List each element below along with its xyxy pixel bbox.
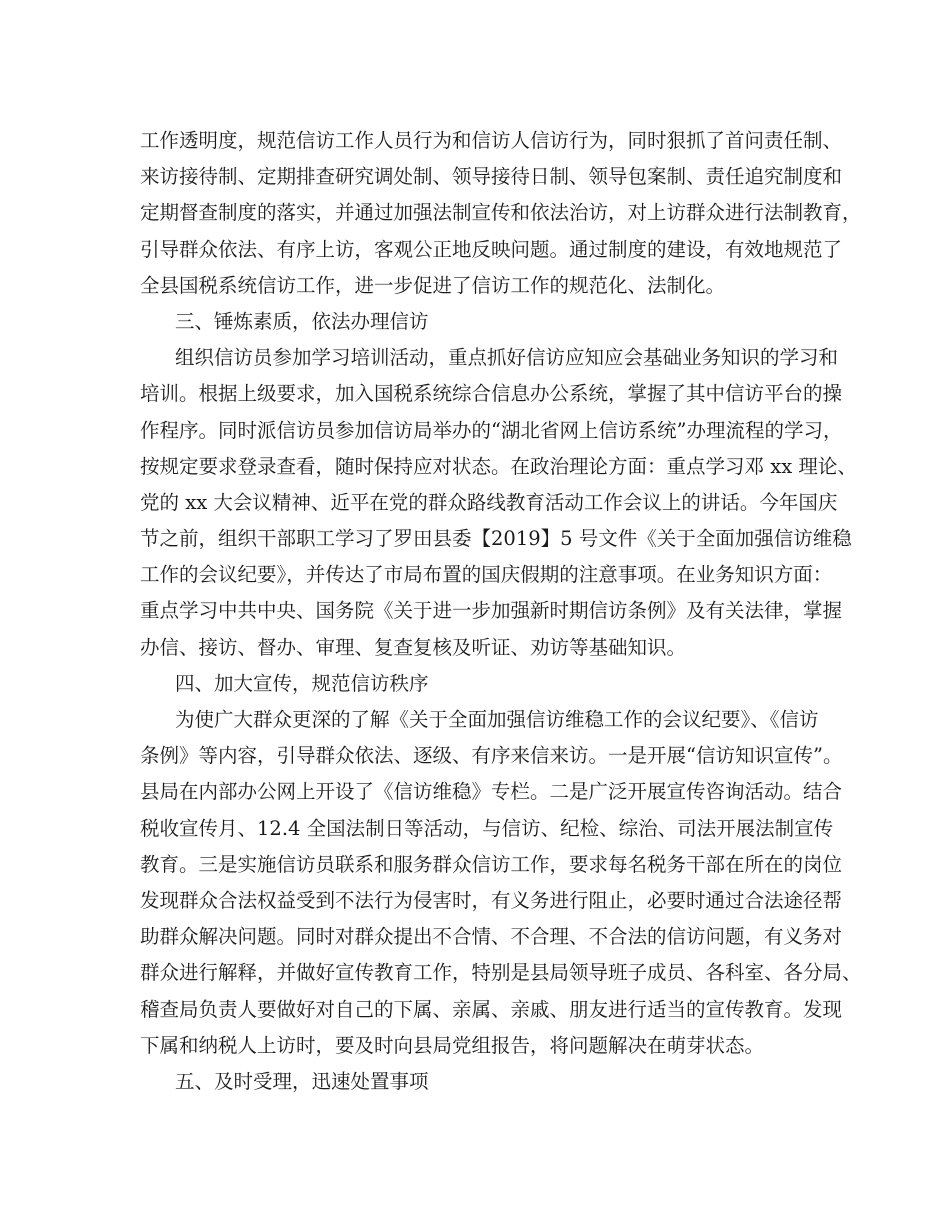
text-line: 来访接待制、定期排查研究调处制、领导接待日制、领导包案制、责任追究制度和 <box>140 165 843 189</box>
text-line: 节之前，组织干部职工学习了罗田县委【2019】5 号文件《关于全面加强信访维稳 <box>140 527 852 551</box>
paragraph-section-4 <box>140 702 862 1064</box>
text-line: 组织信访员参加学习培训活动，重点抓好信访应知应会基础业务知识的学习和 <box>175 346 839 370</box>
text-line: 为使广大群众更深的了解《关于全面加强信访维稳工作的会议纪要》、《信访 <box>175 708 819 731</box>
text-line: 县局在内部办公网上开设了《信访维稳》专栏。二是广泛开展宣传咨询活动。结合 <box>140 780 843 804</box>
text-line: 定期督查制度的落实，并通过加强法制宣传和依法治访，对上访群众进行法制教育， <box>140 201 862 225</box>
text-line: 教育。三是实施信访员联系和服务群众信访工作，要求每名税务干部在所在的岗位 <box>140 852 843 876</box>
text-line: 办信、接访、督办、审理、复查复核及听证、劝访等基础知识。 <box>140 635 687 659</box>
text-line: 引导群众依法、有序上访，客观公正地反映问题。通过制度的建设，有效地规范了 <box>140 237 843 261</box>
section-heading-5: 五、及时受理，迅速处置事项 <box>175 1069 429 1093</box>
text-line: 全县国税系统信访工作，进一步促进了信访工作的规范化、法制化。 <box>140 273 726 297</box>
section-heading-3: 三、锤炼素质，依法办理信访 <box>175 309 429 333</box>
text-line: 按规定要求登录查看，随时保持应对状态。在政治理论方面：重点学习邓 xx 理论、 <box>140 454 857 478</box>
paragraph-section-3 <box>140 340 857 666</box>
text-line: 助群众解决问题。同时对群众提出不合情、不合理、不合法的信访问题，有义务对 <box>140 925 843 949</box>
text-line: 稽查局负责人要做好对自己的下属、亲属、亲戚、朋友进行适当的宣传教育。发现 <box>140 997 843 1021</box>
text-line: 作程序。同时派信访员参加信访局举办的“湖北省网上信访系统”办理流程的学习， <box>140 418 843 442</box>
document-body <box>140 123 862 1100</box>
text-line: 发现群众合法权益受到不法行为侵害时，有义务进行阻止，必要时通过合法途径帮 <box>140 888 843 912</box>
text-line: 条例》等内容，引导群众依法、逐级、有序来信来访。一是开展“信访知识宣传”。 <box>140 744 843 768</box>
text-line: 税收宣传月、12.4 全国法制日等活动，与信访、纪检、综治、司法开展法制宣传 <box>140 816 834 840</box>
paragraph-continuation <box>140 123 862 304</box>
section-heading-4: 四、加大宣传，规范信访秩序 <box>175 671 429 695</box>
text-line: 工作的会议纪要》，并传达了市局布置的国庆假期的注意事项。在业务知识方面： <box>140 563 833 587</box>
text-line: 党的 xx 大会议精神、近平在党的群众路线教育活动工作会议上的讲话。今年国庆 <box>140 490 838 514</box>
text-line: 群众进行解释，并做好宣传教育工作，特别是县局领导班子成员、各科室、各分局、 <box>140 961 862 985</box>
text-line: 工作透明度，规范信访工作人员行为和信访人信访行为，同时狠抓了首问责任制、 <box>140 129 843 152</box>
text-line: 下属和纳税人上访时，要及时向县局党组报告，将问题解决在萌芽状态。 <box>140 1033 765 1057</box>
text-line: 重点学习中共中央、国务院《关于进一步加强新时期信访条例》及有关法律，掌握 <box>140 599 843 623</box>
text-line: 培训。根据上级要求，加入国税系统综合信息办公系统，掌握了其中信访平台的操 <box>140 382 843 406</box>
